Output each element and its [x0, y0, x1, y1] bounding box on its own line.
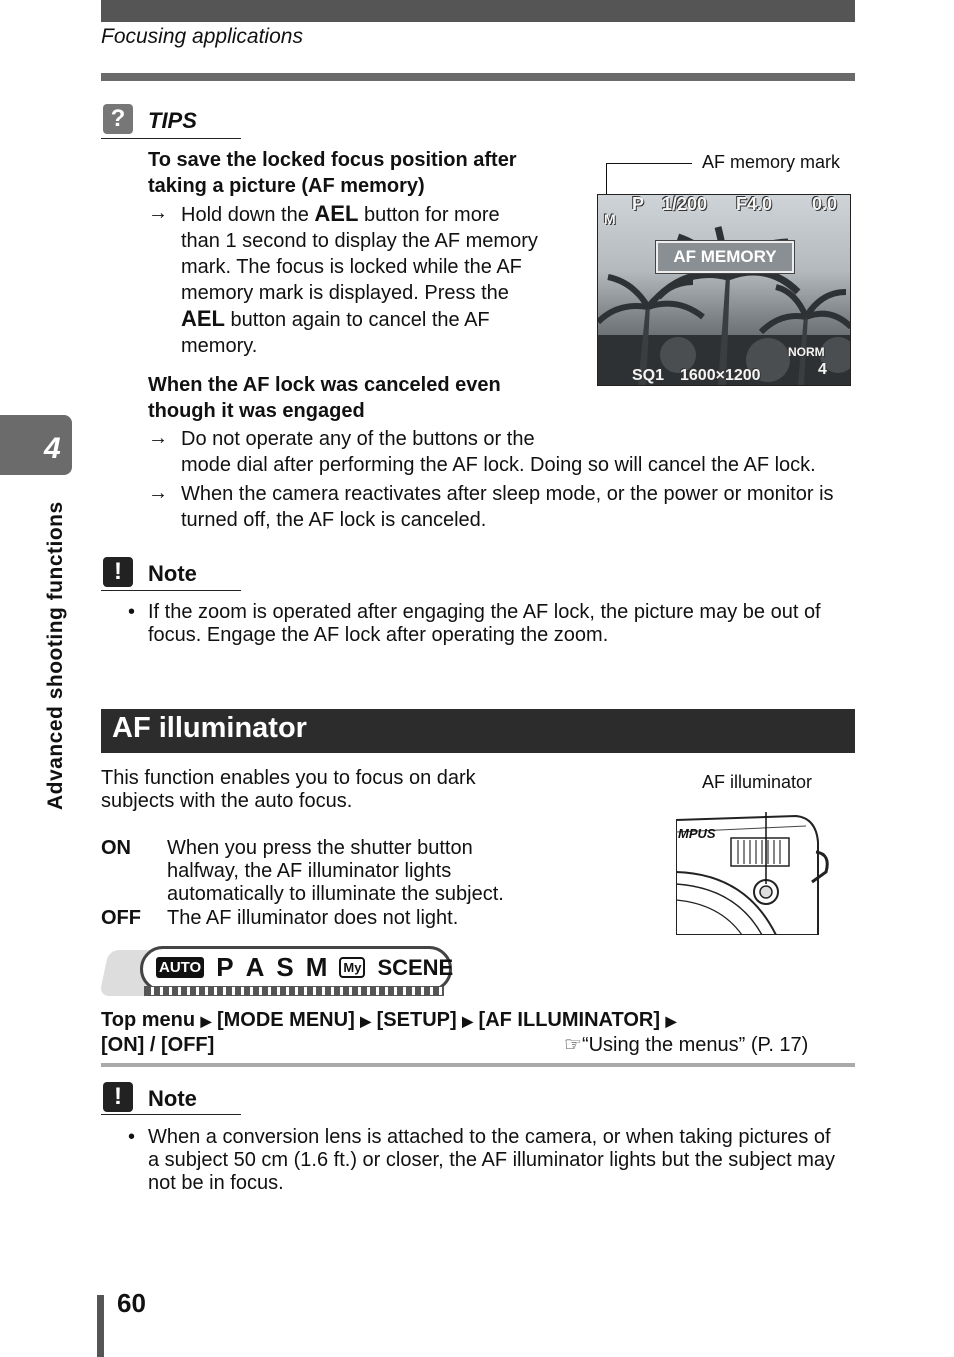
mode-my: My: [339, 957, 365, 978]
menu-setup: [SETUP]: [376, 1009, 457, 1031]
mode-a: A: [245, 952, 265, 982]
exclamation-icon: !: [103, 557, 133, 587]
off-description: The AF illuminator does not light.: [167, 907, 459, 929]
camera-brand: MPUS: [678, 826, 716, 841]
mode-dial: [104, 946, 454, 1000]
triangle-right-icon: ▶: [462, 1013, 473, 1029]
osd-resolution: 1600×1200: [680, 367, 761, 384]
af-memory-label: AF MEMORY: [656, 241, 794, 273]
note-underline: [101, 590, 241, 591]
mode-s: S: [276, 952, 294, 982]
page-number-bar: [97, 1295, 104, 1357]
af-illuminator-callout: AF illuminator: [702, 772, 813, 792]
note-label: Note: [148, 561, 197, 586]
arrow-icon: →: [148, 202, 168, 224]
arrow-icon: →: [148, 482, 168, 504]
page-number: 60: [117, 1288, 146, 1318]
note-1-text: If the zoom is operated after engaging the AF lock, the picture may be out of focus. Engage the AF lock after operating the zoom.: [148, 601, 821, 646]
menu-mode-menu: [MODE MENU]: [216, 1009, 355, 1031]
tips-item-3: When the camera reactivates after sleep mode, or the power or monitor is turned off, the AF lock is canceled.: [181, 483, 834, 531]
osd-exposure-comp: 0.0: [812, 194, 838, 214]
triangle-right-icon: ▶: [665, 1013, 677, 1029]
lcd-screen-image: [597, 194, 851, 386]
note-label: Note: [148, 1086, 197, 1111]
reference-icon: ☞: [564, 1034, 582, 1056]
tips-heading-1: To save the locked focus position after taking a picture (AF memory): [148, 149, 517, 197]
callout-line: [606, 163, 692, 164]
tips-underline: [101, 138, 241, 139]
af-memory-mark: M: [604, 211, 616, 227]
exclamation-icon: !: [103, 1082, 133, 1112]
header-title: Focusing applications: [101, 25, 303, 48]
section-title: AF illuminator: [112, 712, 307, 744]
note-bullet: •: [128, 1126, 136, 1148]
question-icon: ?: [103, 104, 133, 134]
on-description: When you press the shutter button halfway, the AF illuminator lights automatically to illuminate the subject.: [167, 837, 504, 905]
menu-top: Top menu: [101, 1009, 196, 1031]
osd-mode: P: [632, 194, 645, 214]
tips-heading-2: When the AF lock was canceled even though it was engaged: [148, 374, 501, 422]
osd-remaining: 4: [818, 361, 827, 378]
menu-options: [ON] / [OFF]: [101, 1034, 215, 1056]
note-bullet: •: [128, 601, 136, 623]
mode-m: M: [305, 952, 328, 982]
mode-scene: SCENE: [377, 954, 454, 980]
menu-reference: ☞“Using the menus” (P. 17): [564, 1034, 809, 1056]
mode-p: P: [216, 952, 234, 982]
menu-path: [101, 1008, 676, 1034]
note-2-text: When a conversion lens is attached to the camera, or when taking pictures of a subject 50 cm (1.6 ft.) or closer, the AF illuminator lights but the subject may not be in focus.: [148, 1126, 835, 1194]
divider: [101, 1063, 855, 1067]
menu-af-illuminator: [AF ILLUMINATOR]: [478, 1009, 660, 1031]
triangle-right-icon: ▶: [360, 1013, 372, 1029]
af-memory-callout: AF memory mark: [702, 152, 841, 172]
chapter-title: Advanced shooting functions: [44, 501, 67, 810]
osd-shutter: 1/200: [662, 194, 708, 214]
note-underline: [101, 1114, 241, 1115]
chapter-number: 4: [44, 432, 61, 465]
mode-auto: AUTO: [156, 957, 204, 978]
arrow-icon: →: [148, 427, 168, 449]
chapter-tab: [0, 415, 72, 475]
camera-illustration: [676, 812, 836, 935]
osd-compression: NORM: [788, 345, 825, 359]
header-rule: [101, 73, 855, 81]
off-label: OFF: [101, 907, 141, 929]
tips-item-1: Hold down the AEL button for more than 1 second to display the AF memory mark. The focus is locked while the AF memory mark is displayed. Press the AEL button again to cancel the AF memory.: [181, 201, 538, 357]
osd-aperture: F4.0: [736, 194, 773, 214]
tips-label: TIPS: [148, 108, 197, 133]
triangle-right-icon: ▶: [200, 1013, 212, 1029]
af-intro: This function enables you to focus on dark subjects with the auto focus.: [101, 767, 476, 812]
osd-quality: SQ1: [632, 367, 665, 384]
tips-item-2: Do not operate any of the buttons or the mode dial after performing the AF lock. Doing so will cancel the AF lock.: [181, 428, 816, 476]
header-bar: [101, 0, 855, 22]
on-label: ON: [101, 837, 131, 859]
